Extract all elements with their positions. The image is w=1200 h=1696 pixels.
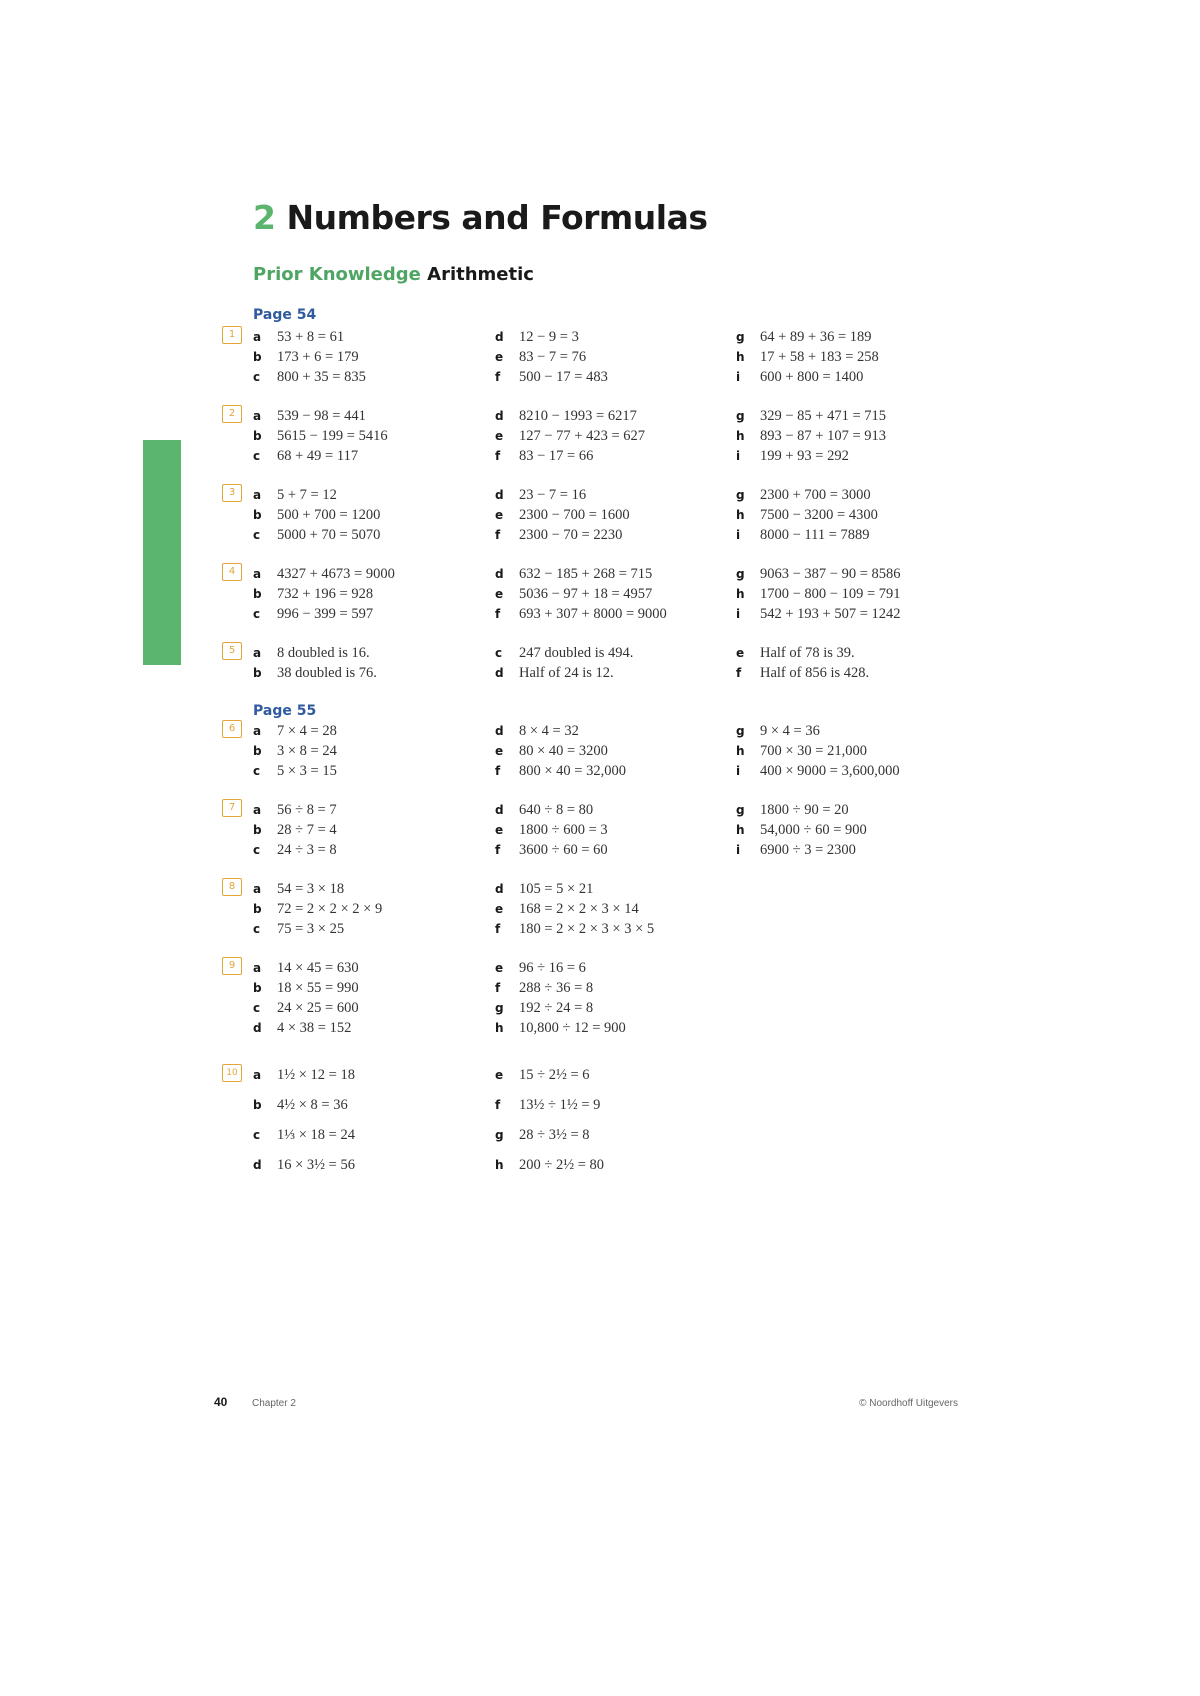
answer-expression: 38 doubled is 76. [277,665,377,681]
answer-letter: i [736,764,741,778]
question-number: 8 [222,878,242,896]
answer-item [495,506,630,524]
answer-letter: h [736,429,745,443]
answer-item [736,348,879,366]
answer-item [736,486,871,504]
answer-letter: c [253,528,261,542]
answer-item [736,605,901,623]
answer-expression: 68 + 49 = 117 [277,448,359,464]
answer-item [253,447,358,465]
answer-expression: 500 − 17 = 483 [519,369,608,385]
answer-letter: h [736,508,745,522]
question-number: 2 [222,405,242,423]
answer-expression: 24 × 25 = 600 [277,1000,359,1016]
answer-letter: f [495,370,501,384]
answer-expression: 173 + 6 = 179 [277,349,359,365]
answer-expression: 28 ÷ 3½ = 8 [519,1127,590,1143]
answer-expression: 2300 − 700 = 1600 [519,507,630,523]
chapter-title [253,198,708,237]
answer-item [495,585,652,603]
answer-letter: h [736,823,745,837]
answer-item [495,880,593,898]
answer-item [253,1156,355,1174]
answer-letter: c [495,646,503,660]
answer-item [736,526,870,544]
footer-page-number: 40 [214,1395,228,1409]
answer-item [495,999,593,1017]
answer-item [495,328,579,346]
answer-letter: b [253,587,262,601]
answer-item [253,1096,348,1114]
answer-letter: i [736,607,741,621]
answer-expression: 800 × 40 = 32,000 [519,763,626,779]
answer-expression: 5 + 7 = 12 [277,487,337,503]
answer-expression: 996 − 399 = 597 [277,606,374,622]
answer-expression: 500 + 700 = 1200 [277,507,381,523]
answer-expression: Half of 24 is 12. [519,665,614,681]
answer-expression: 72 = 2 × 2 × 2 × 9 [277,901,383,917]
answer-item [495,644,633,662]
answer-letter: c [253,843,261,857]
answer-letter: d [495,803,504,817]
answer-letter: c [253,449,261,463]
answer-expression: 192 ÷ 24 = 8 [519,1000,594,1016]
answer-expression: 12 − 9 = 3 [519,329,579,345]
answer-letter: c [253,1128,261,1142]
answer-item [736,328,872,346]
answer-letter: b [253,823,262,837]
answer-expression: 56 ÷ 8 = 7 [277,802,337,818]
answer-expression: 732 + 196 = 928 [277,586,374,602]
answer-item [736,506,878,524]
answer-letter: a [253,882,262,896]
answer-expression: 15 ÷ 2½ = 6 [519,1067,590,1083]
answer-letter: i [736,843,741,857]
answer-expression: 539 − 98 = 441 [277,408,366,424]
answer-expression: 800 + 35 = 835 [277,369,366,385]
answer-expression: 6900 ÷ 3 = 2300 [760,842,856,858]
answer-item [736,762,900,780]
answer-item [495,1066,590,1084]
answer-expression: 53 + 8 = 61 [277,329,345,345]
answer-item [253,1126,355,1144]
answer-item [495,1126,590,1144]
answer-item [253,999,359,1017]
answer-item [495,447,593,465]
answer-expression: 4 × 38 = 152 [277,1020,352,1036]
answer-expression: 54,000 ÷ 60 = 900 [760,822,867,838]
answer-expression: 180 = 2 × 2 × 3 × 3 × 5 [519,921,655,937]
answer-expression: 2300 − 70 = 2230 [519,527,623,543]
answer-letter: a [253,803,262,817]
answer-item [495,742,608,760]
answer-expression: 4327 + 4673 = 9000 [277,566,395,582]
answer-letter: d [495,567,504,581]
answer-expression: 3 × 8 = 24 [277,743,337,759]
answer-letter: c [253,1001,261,1015]
answer-item [495,664,614,682]
answer-letter: f [495,528,501,542]
answer-letter: b [253,902,262,916]
answer-letter: d [495,409,504,423]
answer-letter: d [495,882,504,896]
answer-expression: 4½ × 8 = 36 [277,1097,348,1113]
answer-letter: e [736,646,745,660]
answer-letter: e [495,429,504,443]
answer-letter: a [253,567,262,581]
answer-expression: 105 = 5 × 21 [519,881,594,897]
answer-letter: i [736,528,741,542]
answer-item [495,407,637,425]
answer-letter: a [253,646,262,660]
answer-item [495,605,667,623]
answer-item [253,959,359,977]
answer-item [253,664,377,682]
answer-letter: e [495,823,504,837]
answer-item [253,979,359,997]
answer-expression: 9063 − 387 − 90 = 8586 [760,566,901,582]
answer-item [495,979,593,997]
answer-item [495,722,579,740]
answer-item [495,1096,600,1114]
footer-copyright: © Noordhoff Uitgevers [859,1398,958,1409]
answer-letter: e [495,902,504,916]
answer-letter: b [253,744,262,758]
answer-expression: 200 ÷ 2½ = 80 [519,1157,605,1173]
answer-letter: e [495,508,504,522]
answer-item [736,801,849,819]
answer-letter: h [495,1158,504,1172]
answer-item [253,565,395,583]
question-number: 9 [222,957,242,975]
answer-item [253,880,344,898]
answer-letter: b [253,508,262,522]
answer-item [253,506,380,524]
answer-expression: 600 + 800 = 1400 [760,369,864,385]
answer-item [253,1019,351,1037]
answer-letter: b [253,1098,262,1112]
answer-letter: f [495,764,501,778]
answer-item [253,644,370,662]
answer-item [253,900,382,918]
answer-item [253,920,344,938]
answer-expression: 1800 ÷ 600 = 3 [519,822,608,838]
answer-expression: 80 × 40 = 3200 [519,743,608,759]
answer-expression: 28 ÷ 7 = 4 [277,822,337,838]
answer-item [253,742,337,760]
answer-expression: 8000 − 111 = 7889 [760,527,870,543]
answer-item [736,585,901,603]
question-number: 10 [222,1064,242,1082]
answer-expression: 17 + 58 + 183 = 258 [760,349,879,365]
answer-letter: d [253,1158,262,1172]
chapter-title-text: Numbers and Formulas [286,198,708,237]
answer-item [253,368,366,386]
page-label-55: Page 55 [253,703,317,719]
answer-letter: e [495,961,504,975]
answer-item [495,486,586,504]
answer-letter: e [495,1068,504,1082]
answer-letter: f [495,843,501,857]
section-title-dark: Arithmetic [427,264,534,285]
answer-item [495,348,586,366]
answer-expression: 13½ ÷ 1½ = 9 [519,1097,601,1113]
answer-expression: 1700 − 800 − 109 = 791 [760,586,901,602]
answer-letter: b [253,981,262,995]
answer-letter: c [253,607,261,621]
answer-expression: 700 × 30 = 21,000 [760,743,867,759]
answer-expression: 9 × 4 = 36 [760,723,820,739]
answer-letter: h [736,350,745,364]
answer-item [495,1019,626,1037]
question-number: 5 [222,642,242,660]
answer-expression: 632 − 185 + 268 = 715 [519,566,653,582]
answer-letter: a [253,488,262,502]
answer-item [253,722,337,740]
answer-expression: 640 ÷ 8 = 80 [519,802,594,818]
answer-item [253,821,337,839]
answer-item [736,821,867,839]
answer-item [253,486,337,504]
answer-expression: 693 + 307 + 8000 = 9000 [519,606,667,622]
answer-item [495,801,593,819]
answer-expression: 1⅓ × 18 = 24 [277,1127,355,1143]
answer-expression: 8210 − 1993 = 6217 [519,408,637,424]
answer-letter: f [495,981,501,995]
answer-item [495,368,608,386]
answer-expression: 329 − 85 + 471 = 715 [760,408,887,424]
answer-letter: h [736,587,745,601]
answer-item [253,427,388,445]
answer-item [736,407,886,425]
answer-expression: 5000 + 70 = 5070 [277,527,381,543]
answer-letter: f [495,607,501,621]
answer-expression: 24 ÷ 3 = 8 [277,842,337,858]
answer-expression: Half of 78 is 39. [760,645,855,661]
answer-letter: g [736,803,745,817]
answer-letter: a [253,724,262,738]
answer-item [736,565,901,583]
answer-item [736,742,867,760]
answer-item [736,368,863,386]
answer-letter: f [736,666,742,680]
answer-expression: 14 × 45 = 630 [277,960,359,976]
answer-expression: 3600 ÷ 60 = 60 [519,842,608,858]
answer-item [253,801,337,819]
answer-item [495,821,608,839]
answer-item [736,841,856,859]
answer-letter: g [736,567,745,581]
answer-letter: g [736,724,745,738]
answer-item [736,664,869,682]
answer-expression: 54 = 3 × 18 [277,881,345,897]
answer-letter: g [495,1128,504,1142]
answer-expression: Half of 856 is 428. [760,665,870,681]
answer-expression: 288 ÷ 36 = 8 [519,980,594,996]
answer-letter: e [495,587,504,601]
answer-letter: h [495,1021,504,1035]
answer-expression: 5615 − 199 = 5416 [277,428,388,444]
footer-chapter: Chapter 2 [252,1398,296,1409]
answer-letter: d [495,666,504,680]
answer-letter: f [495,922,501,936]
answer-expression: 400 × 9000 = 3,600,000 [760,763,900,779]
answer-expression: 83 − 7 = 76 [519,349,587,365]
answer-letter: h [736,744,745,758]
answer-item [253,762,337,780]
answer-letter: i [736,370,741,384]
section-title [253,264,534,285]
question-number: 4 [222,563,242,581]
answer-letter: d [495,724,504,738]
answer-expression: 64 + 89 + 36 = 189 [760,329,872,345]
answer-expression: 83 − 17 = 66 [519,448,594,464]
answer-letter: a [253,961,262,975]
answer-item [253,328,344,346]
answer-item [495,526,622,544]
answer-item [495,762,626,780]
answer-expression: 8 doubled is 16. [277,645,370,661]
answer-expression: 16 × 3½ = 56 [277,1157,355,1173]
answer-expression: 893 − 87 + 107 = 913 [760,428,887,444]
answer-letter: a [253,1068,262,1082]
answer-letter: a [253,330,262,344]
answer-letter: f [495,1098,501,1112]
answer-item [736,722,820,740]
answer-letter: g [736,488,745,502]
answer-letter: d [495,488,504,502]
answer-expression: 1½ × 12 = 18 [277,1067,355,1083]
answer-expression: 18 × 55 = 990 [277,980,359,996]
answer-item [736,427,886,445]
answer-letter: c [253,370,261,384]
answer-item [253,1066,355,1084]
answer-item [736,447,849,465]
answer-letter: d [495,330,504,344]
answer-letter: c [253,764,261,778]
answer-letter: e [495,350,504,364]
answer-expression: 7500 − 3200 = 4300 [760,507,878,523]
answer-expression: 96 ÷ 16 = 6 [519,960,586,976]
answer-item [253,585,373,603]
answer-letter: g [736,409,745,423]
answer-item [495,1156,604,1174]
section-title-green: Prior Knowledge [253,264,421,285]
answer-expression: 5036 − 97 + 18 = 4957 [519,586,653,602]
page-label-54: Page 54 [253,307,317,323]
answer-item [253,841,337,859]
answer-item [253,526,380,544]
question-number: 3 [222,484,242,502]
question-number: 7 [222,799,242,817]
answer-expression: 7 × 4 = 28 [277,723,337,739]
answer-letter: g [736,330,745,344]
answer-item [495,959,586,977]
answer-letter: g [495,1001,504,1015]
answer-letter: c [253,922,261,936]
answer-item [253,605,373,623]
answer-letter: i [736,449,741,463]
answer-item [495,565,652,583]
answer-letter: a [253,409,262,423]
answer-item [736,644,855,662]
answer-expression: 5 × 3 = 15 [277,763,337,779]
answer-letter: b [253,666,262,680]
answer-expression: 2300 + 700 = 3000 [760,487,871,503]
answer-expression: 247 doubled is 494. [519,645,634,661]
answer-item [253,348,359,366]
answer-expression: 23 − 7 = 16 [519,487,587,503]
chapter-number: 2 [253,198,276,237]
answer-letter: e [495,744,504,758]
answer-expression: 542 + 193 + 507 = 1242 [760,606,901,622]
answer-item [495,841,608,859]
answer-expression: 168 = 2 × 2 × 3 × 14 [519,901,639,917]
answer-item [253,407,366,425]
answer-expression: 75 = 3 × 25 [277,921,345,937]
answer-expression: 8 × 4 = 32 [519,723,579,739]
answer-expression: 127 − 77 + 423 = 627 [519,428,646,444]
question-number: 6 [222,720,242,738]
answer-letter: d [253,1021,262,1035]
answer-item [495,427,645,445]
answer-letter: f [495,449,501,463]
answer-expression: 199 + 93 = 292 [760,448,849,464]
answer-item [495,900,639,918]
side-tab-marker [143,440,181,665]
answer-expression: 1800 ÷ 90 = 20 [760,802,849,818]
answer-item [495,920,654,938]
answer-letter: b [253,429,262,443]
answer-expression: 10,800 ÷ 12 = 900 [519,1020,626,1036]
question-number: 1 [222,326,242,344]
answer-letter: b [253,350,262,364]
